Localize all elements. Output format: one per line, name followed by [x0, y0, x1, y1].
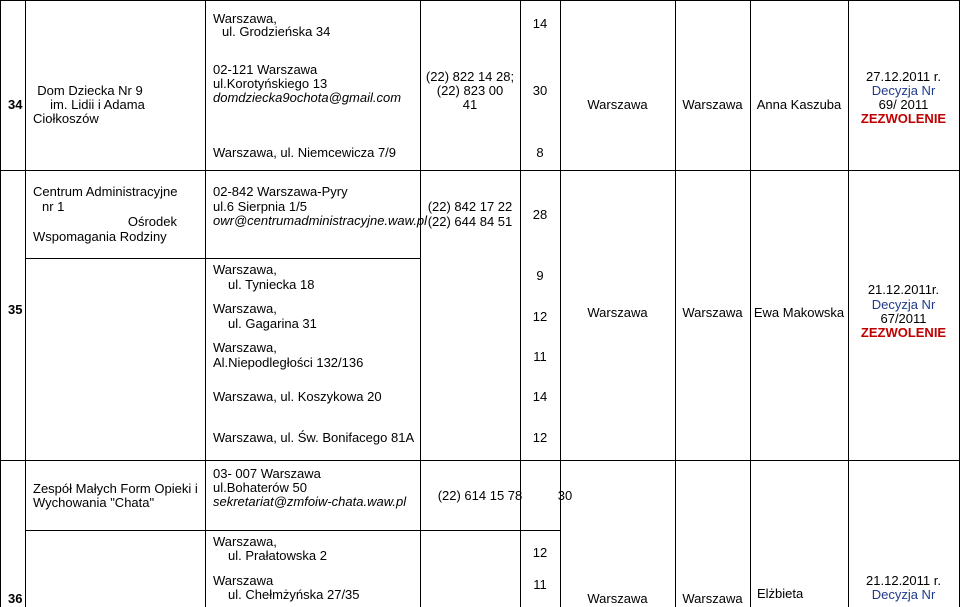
r34-col-b: Warszawa: [682, 97, 743, 112]
r34-top-address-line2: ul. Grodzieńska 34: [222, 24, 331, 39]
r36-places: 30: [557, 488, 573, 503]
r35-decision-number: 67/2011: [880, 311, 927, 326]
r35-sub3-line1: Warszawa,: [213, 340, 277, 355]
table-top-border: [0, 0, 960, 1]
r35-phone-line1: (22) 842 17 22: [427, 199, 513, 214]
r34-top-places: 14: [532, 16, 548, 31]
r34-phone-line1: (22) 822 14 28;: [425, 69, 515, 84]
r36-email: sekretariat@zmfoiw-chata.waw.pl: [213, 494, 407, 509]
r34-decision-number: 69/ 2011: [878, 97, 929, 112]
r34-extra-places: 8: [536, 145, 544, 160]
r35-col-a: Warszawa: [587, 305, 648, 320]
table-left-border: [0, 0, 1, 607]
r36-sub1-line1: Warszawa,: [213, 534, 277, 549]
r35-sub1-line2: ul. Tyniecka 18: [228, 277, 315, 292]
r36-phone: (22) 614 15 78: [437, 488, 523, 503]
r35-number: 35: [8, 302, 23, 317]
r35-places: 28: [532, 207, 548, 222]
r35-name-line2: nr 1: [42, 199, 65, 214]
row-divider-34-35: [0, 170, 960, 171]
col-line-name: [205, 0, 206, 607]
r34-places: 30: [532, 83, 548, 98]
r34-name-line2: im. Lidii i Adama: [50, 97, 145, 112]
r35-sub4-address: Warszawa, ul. Koszykowa 20: [213, 389, 382, 404]
r35-decision-status: ZEZWOLENIE: [860, 325, 947, 340]
r36-col-a: Warszawa: [587, 591, 648, 606]
r35-col-b: Warszawa: [682, 305, 743, 320]
r34-name-line1: Dom Dziecka Nr 9: [37, 83, 143, 98]
r36-sub2-places: 11: [533, 577, 547, 592]
r34-decision-date: 27.12.2011 r.: [866, 69, 941, 84]
col-line-places: [560, 0, 561, 607]
r35-phone-line2: (22) 644 84 51: [427, 214, 513, 229]
r35-sub4-places: 14: [532, 389, 548, 404]
r35-address-line1: 02-842 Warszawa-Pyry: [213, 184, 348, 199]
r35-sub1-line1: Warszawa,: [213, 262, 277, 277]
r35-sub2-places: 12: [532, 309, 548, 324]
col-line-b: [750, 0, 751, 607]
r35-address-line2: ul.6 Sierpnia 1/5: [213, 199, 307, 214]
r35-sub5-address: Warszawa, ul. Św. Bonifacego 81A: [213, 430, 415, 445]
r36-name-line2: Wychowania "Chata": [33, 495, 155, 510]
r35-sub5-places: 12: [532, 430, 548, 445]
r35-email: owr@centrumadministracyjne.waw.pl: [213, 213, 428, 228]
r36-person: Elżbieta: [757, 586, 804, 601]
r35-name-line1: Centrum Administracyjne: [33, 184, 178, 199]
r36-decision-date: 21.12.2011 r.: [866, 573, 941, 588]
r35-decision-label: Decyzja Nr: [871, 297, 936, 312]
r36-sub1-places: 12: [532, 545, 548, 560]
r35-name-line3: Ośrodek: [127, 214, 177, 229]
r34-extra-address: Warszawa, ul. Niemcewicza 7/9: [213, 145, 397, 160]
r35-sub3-line2: Al.Niepodległości 132/136: [213, 355, 364, 370]
r34-name-line3: Ciołkoszów: [33, 111, 99, 126]
r34-email: domdziecka9ochota@gmail.com: [213, 90, 402, 105]
r35-sub2-line2: ul. Gagarina 31: [228, 316, 317, 331]
r34-phone-line3: 41: [462, 97, 478, 112]
r35-sub2-line1: Warszawa,: [213, 301, 277, 316]
r34-col-a: Warszawa: [587, 97, 648, 112]
r35-person: Ewa Makowska: [753, 305, 845, 320]
r34-decision-label: Decyzja Nr: [871, 83, 936, 98]
r36-address-line1: 03- 007 Warszawa: [213, 466, 321, 481]
r34-decision-status: ZEZWOLENIE: [860, 111, 947, 126]
row-divider-35-36: [0, 460, 960, 461]
r35-sub3-places: 11: [533, 349, 547, 364]
r34-address-line1: 02-121 Warszawa: [213, 62, 318, 77]
r36-number: 36: [8, 591, 23, 606]
r36-name-line1: Zespół Małych Form Opieki i: [33, 481, 198, 496]
r36-sub2-line1: Warszawa: [213, 573, 274, 588]
r34-number: 34: [8, 97, 23, 112]
r35-decision-date: 21.12.2011r.: [867, 282, 940, 297]
col-line-a: [675, 0, 676, 607]
r36-decision-label: Decyzja Nr: [871, 587, 936, 602]
r34-phone-line2: (22) 823 00: [436, 83, 504, 98]
r36-address-line2: ul.Bohaterów 50: [213, 480, 307, 495]
r35-sub1-places: 9: [536, 268, 544, 283]
r35-name-line4: Wspomagania Rodziny: [33, 229, 167, 244]
row35-sub-divider: [25, 258, 420, 259]
r34-person: Anna Kaszuba: [756, 97, 842, 112]
r36-sub1-line2: ul. Prałatowska 2: [228, 548, 327, 563]
r34-top-address-line1: Warszawa,: [213, 11, 277, 26]
row36-sub-divider: [25, 530, 560, 531]
r36-col-b: Warszawa: [682, 591, 743, 606]
r34-address-line2: ul.Korotyńskiego 13: [213, 76, 328, 91]
r36-sub2-line2: ul. Chełmżyńska 27/35: [228, 587, 360, 602]
